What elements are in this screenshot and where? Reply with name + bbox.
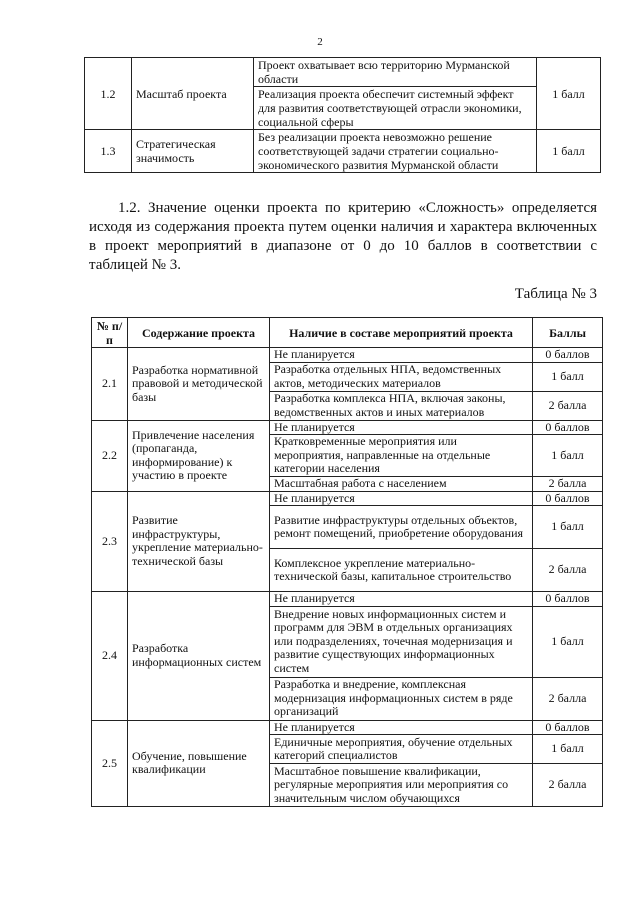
table-caption: Таблица № 3 <box>514 286 597 302</box>
content-cell: Разработка информационных систем <box>128 592 270 721</box>
criterion-item: Реализация проекта обеспечит системный эффект для развития соответствующей отрасли экономики, социальной сферы <box>254 87 537 130</box>
presence-cell: Внедрение новых информационных систем и программ для ЭВМ в отдельных организациях или подразделениях, точечная модернизация и развитие существующих информационных систем <box>270 606 533 677</box>
table-row <box>92 491 603 506</box>
criterion-name: Стратегическая значимость <box>132 130 254 173</box>
presence-cell: Разработка отдельных НПА, ведомственных актов, методических материалов <box>270 362 533 391</box>
table-header-row <box>92 318 603 348</box>
criterion-name: Масштаб проекта <box>132 58 254 130</box>
table-row <box>92 348 603 363</box>
score-cell: 0 баллов <box>533 420 603 435</box>
presence-cell: Не планируется <box>270 720 533 735</box>
score-cell: 0 баллов <box>533 491 603 506</box>
row-number: 2.2 <box>92 420 128 491</box>
page-number: 2 <box>317 36 323 48</box>
criteria-table-continued <box>84 57 601 173</box>
score-value: 1 балл <box>537 130 601 173</box>
criterion-item: Проект охватывает всю территорию Мурманской области <box>254 58 537 87</box>
presence-cell: Не планируется <box>270 592 533 607</box>
score-cell: 2 балла <box>533 677 603 720</box>
score-cell: 0 баллов <box>533 348 603 363</box>
presence-cell: Кратковременные мероприятия или мероприятия, направленные на отдельные категории населения <box>270 435 533 477</box>
score-cell: 1 балл <box>533 362 603 391</box>
presence-cell: Единичные мероприятия, обучение отдельных категорий специалистов <box>270 735 533 764</box>
score-cell: 2 балла <box>533 477 603 492</box>
presence-cell: Масштабная работа с населением <box>270 477 533 492</box>
presence-cell: Не планируется <box>270 348 533 363</box>
row-number: 2.4 <box>92 592 128 721</box>
row-number: 2.5 <box>92 720 128 807</box>
content-cell: Обучение, повышение квалификации <box>128 720 270 807</box>
score-cell: 2 балла <box>533 549 603 592</box>
score-cell: 2 балла <box>533 764 603 807</box>
content-cell: Разработка нормативной правовой и методической базы <box>128 348 270 421</box>
score-cell: 0 баллов <box>533 720 603 735</box>
table-row <box>92 720 603 735</box>
header-num: № п/п <box>92 318 128 348</box>
score-cell: 0 баллов <box>533 592 603 607</box>
score-cell: 1 балл <box>533 606 603 677</box>
table-row <box>92 592 603 607</box>
presence-cell: Комплексное укрепление материально-технической базы, капитальное строительство <box>270 549 533 592</box>
row-number: 1.2 <box>85 58 132 130</box>
complexity-table <box>91 317 603 807</box>
table-row <box>85 130 601 173</box>
presence-cell: Разработка комплекса НПА, включая законы, ведомственных актов и иных материалов <box>270 391 533 420</box>
row-number: 1.3 <box>85 130 132 173</box>
header-presence: Наличие в составе мероприятий проекта <box>270 318 533 348</box>
row-number: 2.1 <box>92 348 128 421</box>
header-score: Баллы <box>533 318 603 348</box>
score-cell: 1 балл <box>533 506 603 549</box>
presence-cell: Развитие инфраструктуры отдельных объектов, ремонт помещений, приобретение оборудования <box>270 506 533 549</box>
row-number: 2.3 <box>92 491 128 592</box>
score-cell: 2 балла <box>533 391 603 420</box>
table-row <box>92 420 603 435</box>
presence-cell: Масштабное повышение квалификации, регулярные мероприятия или мероприятия со значительным числом обучающихся <box>270 764 533 807</box>
content-cell: Привлечение населения (пропаганда, информирование) к участию в проекте <box>128 420 270 491</box>
content-cell: Развитие инфраструктуры, укрепление материально-технической базы <box>128 491 270 592</box>
presence-cell: Не планируется <box>270 491 533 506</box>
presence-cell: Не планируется <box>270 420 533 435</box>
score-cell: 1 балл <box>533 435 603 477</box>
table-row <box>85 58 601 87</box>
presence-cell: Разработка и внедрение, комплексная модернизация информационных систем в ряде организаций <box>270 677 533 720</box>
criterion-item: Без реализации проекта невозможно решение соответствующей задачи стратегии социально-экономического развития Мурманской области <box>254 130 537 173</box>
body-paragraph: 1.2. Значение оценки проекта по критерию «Сложность» определяется исходя из содержания проекта путем оценки наличия и характера включенных в проект мероприятий в диапазоне от 0 до 10 баллов в соответствии с таблицей № 3. <box>89 200 597 273</box>
score-value: 1 балл <box>537 58 601 130</box>
header-content: Содержание проекта <box>128 318 270 348</box>
score-cell: 1 балл <box>533 735 603 764</box>
